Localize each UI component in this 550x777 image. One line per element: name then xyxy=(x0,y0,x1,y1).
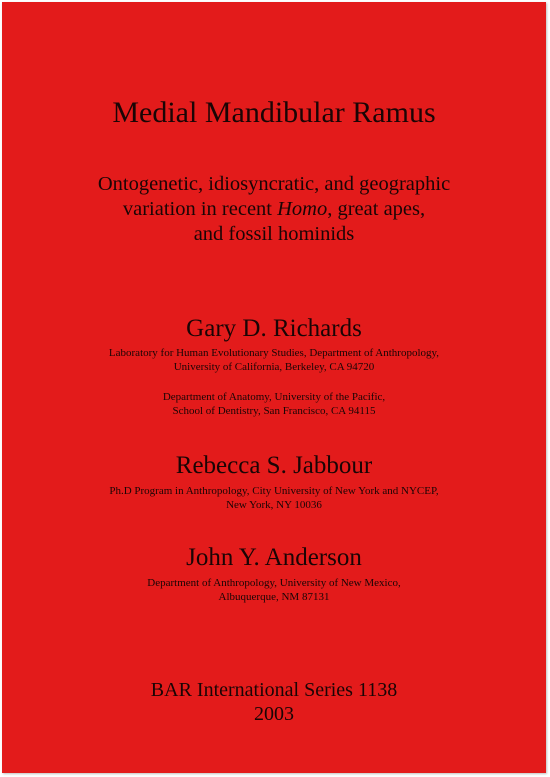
author-affiliation-jabbour xyxy=(2,484,546,512)
affiliation-line: School of Dentistry, San Francisco, CA 94115 xyxy=(172,405,376,417)
subtitle-line-2-post: , great apes, xyxy=(327,198,426,220)
book-title: Medial Mandibular Ramus xyxy=(112,96,436,129)
series-name: BAR International Series 1138 xyxy=(150,679,398,701)
author-affiliation-richards-2 xyxy=(2,390,546,418)
author-affiliation-anderson xyxy=(2,576,546,604)
book-cover xyxy=(2,2,546,773)
author-name-jabbour: Rebecca S. Jabbour xyxy=(175,452,373,479)
affiliation-line: Department of Anthropology, University of New Mexico, xyxy=(147,577,401,589)
publication-year: 2003 xyxy=(254,703,294,725)
affiliation-line: University of California, Berkeley, CA 94720 xyxy=(173,361,375,373)
series-block xyxy=(2,678,546,726)
affiliation-line: Albuquerque, NM 87131 xyxy=(218,591,330,603)
subtitle-line-2-pre: variation in recent xyxy=(122,198,278,220)
affiliation-line: Laboratory for Human Evolutionary Studies, Department of Anthropology, xyxy=(108,347,440,359)
author-affiliation-richards-1 xyxy=(2,346,546,374)
author-name-richards: Gary D. Richards xyxy=(186,315,362,342)
subtitle-genus-italic: Homo xyxy=(277,198,328,220)
author-name-anderson: John Y. Anderson xyxy=(186,544,362,571)
affiliation-line: Department of Anatomy, University of the Pacific, xyxy=(162,391,386,403)
subtitle-line-2 xyxy=(2,197,546,222)
affiliation-line: New York, NY 10036 xyxy=(226,499,322,511)
subtitle-line-3: and fossil hominids xyxy=(193,223,355,245)
affiliation-line: Ph.D Program in Anthropology, City University of New York and NYCEP, xyxy=(109,485,439,497)
book-subtitle xyxy=(2,172,546,247)
subtitle-line-1: Ontogenetic, idiosyncratic, and geographic xyxy=(97,173,451,195)
